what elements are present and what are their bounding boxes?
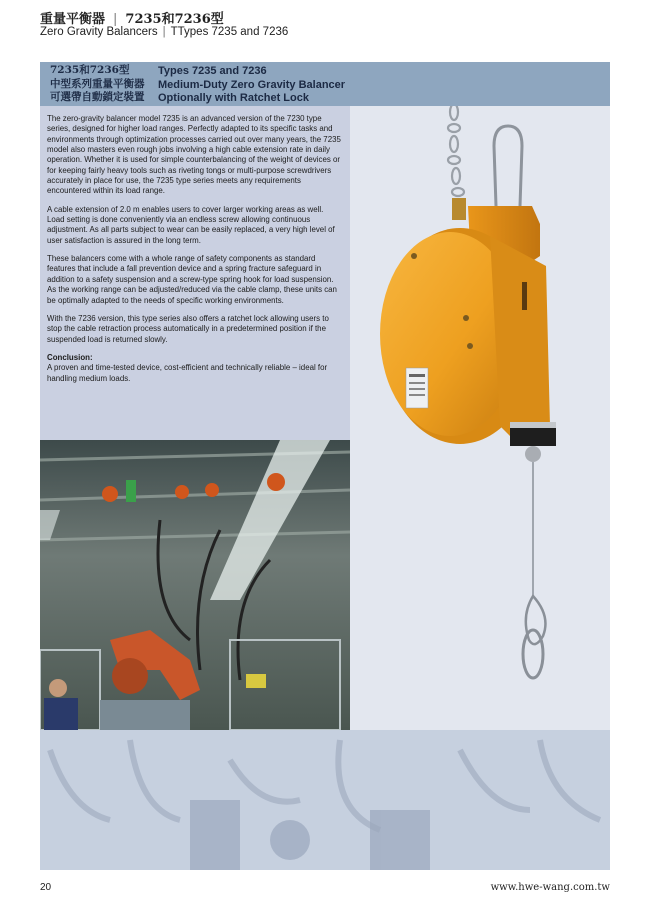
- title-cn-line: 7235和7236型: [50, 64, 130, 76]
- factory-illustration: [40, 440, 350, 730]
- bottom-decorative-photo: [40, 730, 610, 870]
- bottom-photo-illustration: [40, 730, 610, 870]
- title-en-line: Optionally with Ratchet Lock: [158, 92, 309, 104]
- header-en-product: Zero Gravity Balancers: [40, 26, 158, 38]
- header-separator: |: [162, 26, 166, 38]
- section-title-cn: [50, 64, 145, 105]
- header-en-types: TTypes 7235 and 7236: [170, 26, 289, 38]
- factory-photo: [40, 440, 350, 730]
- page-header-cn: [40, 8, 224, 27]
- balancer-illustration: [350, 106, 610, 730]
- header-cn-product: 重量平衡器: [40, 12, 106, 27]
- title-en-line: Types 7235 and 7236: [158, 65, 267, 77]
- header-cn-types: 7235和7236型: [125, 12, 224, 27]
- paragraph-safety: These balancers come with a whole range of safety components as standard features that include a fall prevention device and a spring fracture safeguard in addition to a safety suspension and a screw-type spring hook for load suspension. As the working range can be adjusted/reduced via the cable clamp, these units can be optimally adapted to the needs of specific working environments.: [47, 254, 337, 305]
- page-number: 20: [40, 882, 52, 893]
- title-en-line: Medium-Duty Zero Gravity Balancer: [158, 78, 346, 91]
- header-separator: |: [113, 12, 118, 27]
- title-cn-line: 可選帶自動鎖定裝置: [50, 91, 145, 103]
- balancer-product-photo: [350, 106, 610, 730]
- paragraph-intro: The zero-gravity balancer model 7235 is an advanced version of the 7230 type series, designed for higher load ranges. Perfectly adapted to its specific tasks and environments through optimization processes carried out over many years, the 7235 model also masters even rough jobs involving a high cable extension rate in daily operation. Whether it is used for simple counterbalancing of the weight of devices or for keeping fairly heavy tools such as riveting tongs or multi-purpose screwdrivers accurately in place for use, the 7235 type series meets any requirements encountered within its load range.: [47, 114, 341, 196]
- title-cn-line: 中型系列重量平衡器: [50, 77, 145, 90]
- paragraph-cable-extension: A cable extension of 2.0 m enables users to cover larger working areas as well. Load setting is done conveniently via an endless screw allowing continuous adjustment. As all parts subject to wear can be easily replaced, a very high level of user satisfaction is assured in the long term.: [47, 204, 335, 245]
- website-url: www.hwe-wang.com.tw: [490, 882, 610, 893]
- paragraph-ratchet: With the 7236 version, this type series also offers a ratchet lock allowing users to stop the cable retraction process automatically in a predetermined position if the suspended load is returned slowly.: [47, 313, 329, 344]
- section-title-en: [158, 65, 345, 106]
- conclusion-text: A proven and time-tested device, cost-efficient and technically reliable – ideal for handling medium loads.: [47, 363, 328, 383]
- page-header-en: [40, 26, 288, 38]
- description-text: [47, 114, 343, 392]
- conclusion-heading: Conclusion:: [47, 352, 93, 362]
